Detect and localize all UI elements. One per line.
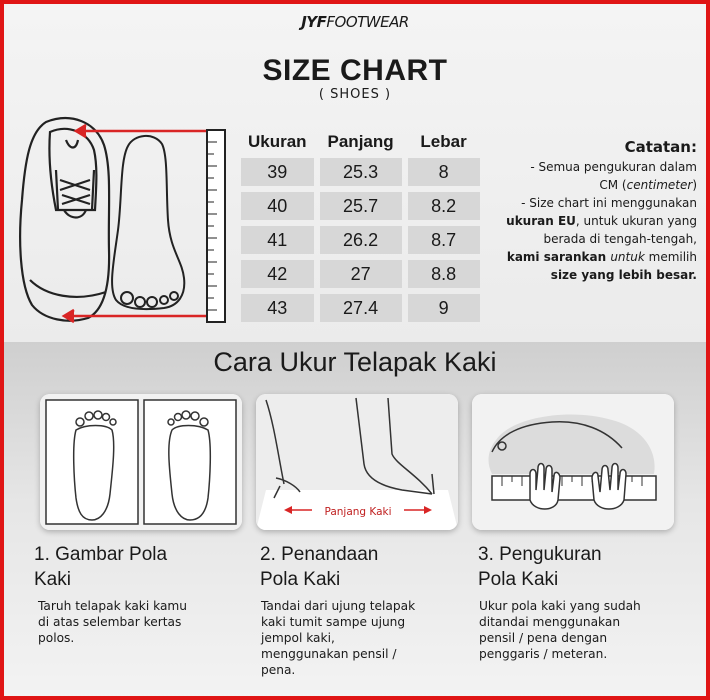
note-line: - Semua pengukuran dalam [530,160,697,174]
cell-size: 42 [241,260,314,288]
column-header-length: Panjang [327,132,394,151]
foot-marking-icon [256,394,458,530]
note-line: kami sarankan untuk memilih [506,250,697,264]
cell-size: 43 [241,294,314,322]
page-subtitle: ( SHOES ) [318,87,392,102]
note-line: ukuran EU, untuk ukuran yang [506,214,697,228]
column-header-size: Ukuran [248,132,307,151]
brand-logo [4,13,706,31]
shoe-outline-icon [20,118,109,321]
table-row [241,294,480,322]
foot-outline-icon [112,136,184,309]
step-2-body: Tandai dari ujung telapak kaki tumit sampe ujung jempol kaki, menggunakan pensil / pena. [261,599,416,677]
cell-length: 27.4 [320,294,402,322]
page-title: SIZE CHART [262,54,448,87]
table-row [241,226,480,254]
brand-logo-part2: FOOTWEAR [326,13,409,31]
cell-size: 39 [241,158,314,186]
cell-width: 9 [408,294,480,322]
table-row [241,158,480,186]
column-header-width: Lebar [420,132,467,151]
table-row [241,260,480,288]
cell-length: 27 [320,260,402,288]
table-row [241,192,480,220]
step-1-body: Taruh telapak kaki kamu di atas selembar kertas polos. [38,599,188,645]
hands-ruler-icon [472,394,674,530]
step-2-title: 2. Penandaan Pola Kaki [260,544,379,590]
size-table-header [241,132,480,152]
cell-length: 26.2 [320,226,402,254]
note-line: - Size chart ini menggunakan [521,196,697,210]
brand-logo-part1: JYF [301,13,327,31]
ruler-icon [207,130,225,322]
note-line: CM (centimeter) [599,178,697,192]
measure-arrows [64,125,206,322]
cell-length: 25.3 [320,158,402,186]
cell-width: 8.7 [408,226,480,254]
step-3-title: 3. Pengukuran Pola Kaki [478,544,602,590]
feet-on-paper-icon [40,394,242,530]
note-line: berada di tengah-tengah, [543,232,697,246]
notes-title: Catatan: [624,138,697,156]
howto-title: Cara Ukur Telapak Kaki [213,347,497,377]
cell-size: 41 [241,226,314,254]
cell-width: 8.8 [408,260,480,288]
step-2-image [256,394,458,530]
step-1-title: 1. Gambar Pola Kaki [34,544,168,590]
shoe-foot-ruler-illustration [16,110,231,332]
notes-panel [484,138,697,284]
size-table [241,126,480,328]
cell-length: 25.7 [320,192,402,220]
cell-size: 40 [241,192,314,220]
arrow-label: Panjang Kaki [324,506,392,518]
note-line: size yang lebih besar. [550,268,697,282]
step-3-body: Ukur pola kaki yang sudah ditandai menggunakan pensil / pena dengan penggaris / meteran. [479,599,641,661]
cell-width: 8.2 [408,192,480,220]
step-3-image [472,394,674,530]
step-1-image [40,394,242,530]
cell-width: 8 [408,158,480,186]
